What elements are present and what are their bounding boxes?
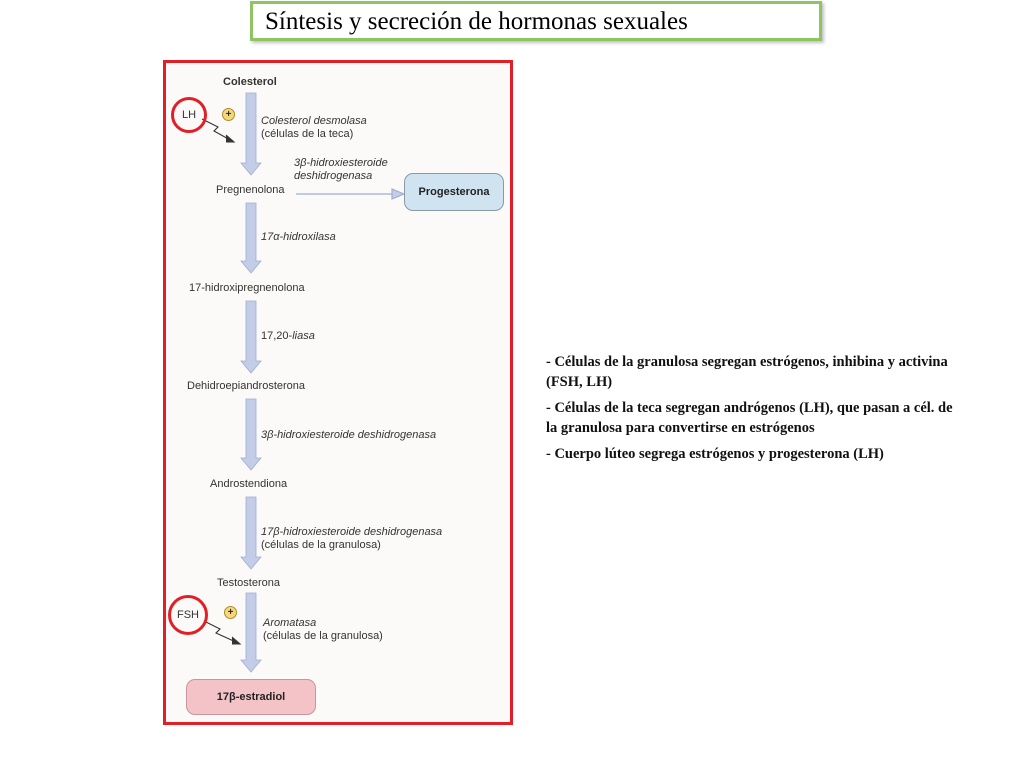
enzyme-17b-hsd: 17β-hidroxiesteroide deshidrogenasa	[261, 526, 443, 538]
note-cuerpo-luteo: - Cuerpo lúteo segrega estrógenos y progesterona (LH)	[546, 446, 884, 462]
enzyme-3b-hsd-top-line1: 3β-hidroxiesteroide	[294, 157, 388, 169]
slide-title: Síntesis y secreción de hormonas sexuales	[265, 8, 688, 35]
enzyme-aromatasa: Aromatasa	[263, 617, 317, 629]
note-teca: - Células de la teca segregan andrógenos (LH), que pasan a cél. de la granulosa para convertirse en estrógenos	[546, 400, 953, 436]
arrow-pregnenolona-hidroxipregnenolona	[241, 203, 261, 273]
liasa-prefix: 17,20-	[261, 330, 293, 342]
compound-testosterona: Testosterona	[217, 577, 280, 589]
arrow-hidroxipregnenolona-dhea	[241, 301, 261, 373]
enzyme-desmolasa-location: (células de la teca)	[261, 128, 354, 140]
compound-dehidroepiandrosterona: Dehidroepiandrosterona	[187, 380, 306, 392]
product-estradiol-label: 17β-estradiol	[216, 691, 286, 703]
regulator-lh-label: LH	[181, 109, 197, 121]
enzyme-3b-hsd-mid: 3β-hidroxiesteroide deshidrogenasa	[261, 429, 437, 441]
compound-colesterol: Colesterol	[223, 76, 277, 88]
fsh-plus-icon: +	[224, 606, 237, 619]
notes-list	[546, 352, 966, 470]
lh-plus-icon: +	[222, 108, 235, 121]
compound-androstendiona: Androstendiona	[210, 478, 288, 490]
arrow-colesterol-pregnenolona	[241, 93, 261, 175]
regulator-fsh-label: FSH	[177, 609, 199, 621]
product-progesterona	[404, 173, 504, 211]
arrow-dhea-androstendiona	[241, 399, 261, 470]
product-progesterona-label: Progesterona	[418, 186, 490, 198]
lh-stimulus-line	[202, 119, 234, 142]
regulator-fsh-circle	[168, 595, 208, 635]
enzyme-aromatasa-location: (células de la granulosa)	[263, 630, 383, 642]
arrow-testosterona-estradiol	[241, 593, 261, 672]
product-17b-estradiol	[186, 679, 316, 715]
liasa-name: liasa	[292, 330, 315, 342]
steroidogenesis-diagram	[163, 60, 513, 725]
fsh-stimulus-line	[204, 621, 240, 644]
compound-pregnenolona: Pregnenolona	[216, 184, 285, 196]
enzyme-colesterol-desmolasa: Colesterol desmolasa	[261, 115, 367, 127]
arrow-pregnenolona-progesterona	[296, 189, 404, 199]
note-granulosa: - Células de la granulosa segregan estrógenos, inhibina y activina (FSH, LH)	[546, 354, 948, 390]
enzyme-17-20-liasa	[261, 330, 315, 343]
arrow-androstendiona-testosterona	[241, 497, 261, 569]
title-box	[250, 1, 822, 41]
compound-17-hidroxipregnenolona: 17-hidroxipregnenolona	[189, 282, 305, 294]
enzyme-17a-hidroxilasa: 17α-hidroxilasa	[261, 231, 336, 243]
enzyme-3b-hsd-top-line2: deshidrogenasa	[294, 170, 373, 182]
regulator-lh-circle	[171, 97, 207, 133]
enzyme-17b-hsd-location: (células de la granulosa)	[261, 539, 381, 551]
